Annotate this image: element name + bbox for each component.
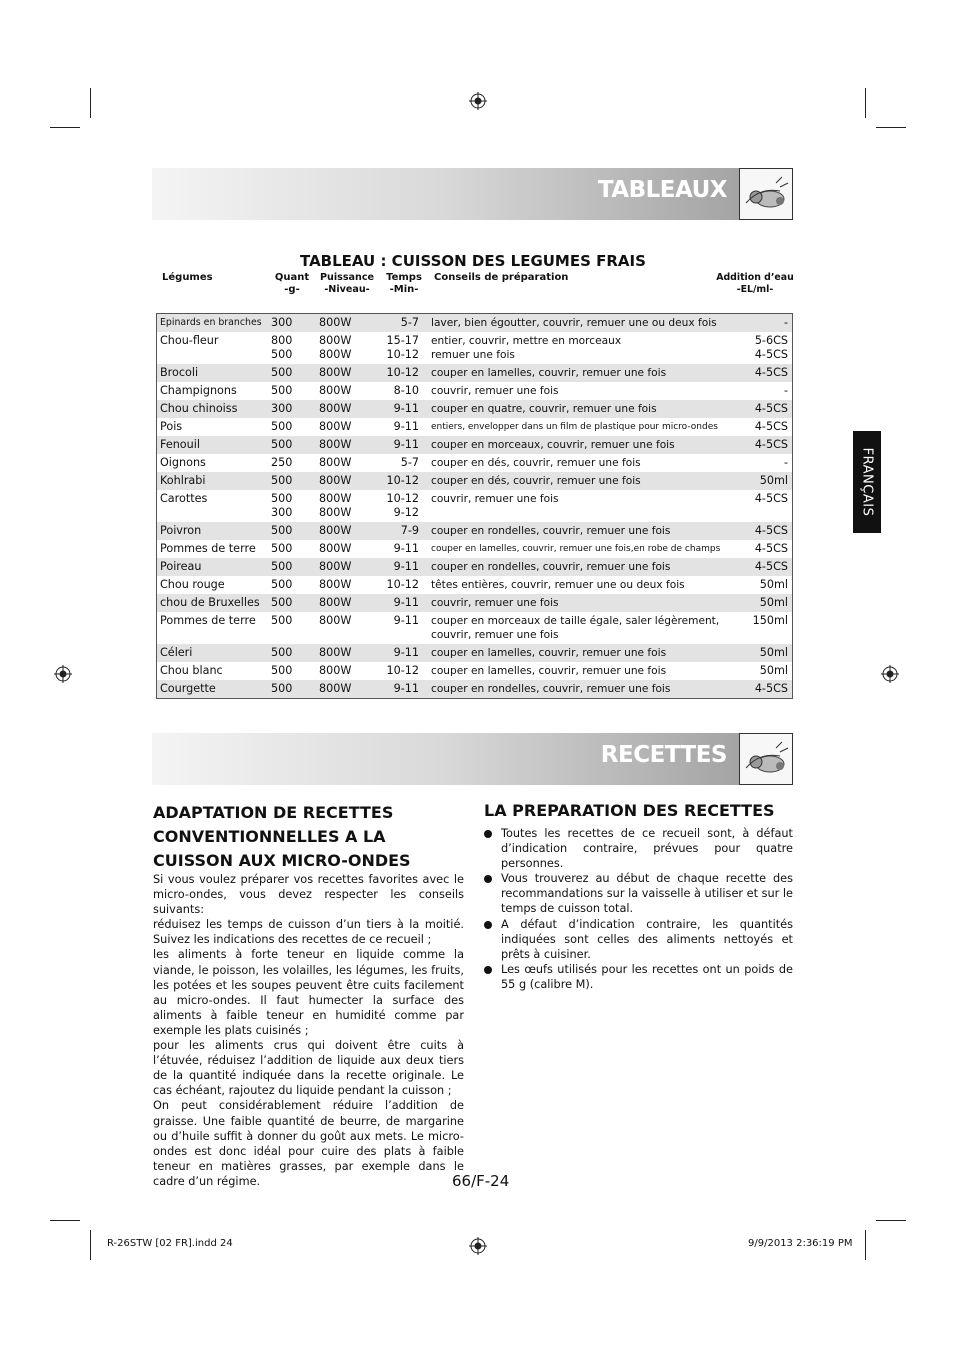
header-conseils: Conseils de préparation: [434, 272, 569, 283]
cell-addition: 50ml: [759, 664, 788, 677]
cell-addition: 4-5CS: [735, 436, 793, 454]
cell-temps: 10-12: [386, 664, 419, 677]
cell-conseils: couvrir, remuer une fois: [431, 385, 559, 397]
header-addition-label: Addition d’eau: [716, 272, 794, 283]
cell-legume: Kohlrabi: [157, 472, 268, 490]
cell-addition: 50ml: [735, 594, 793, 612]
banner-title: TABLEAUX: [597, 177, 727, 203]
cell-quantite: 500: [267, 436, 315, 454]
cell-legume: Pommes de terre: [160, 542, 256, 555]
cell-puissance: 800W: [315, 522, 373, 540]
paragraph: pour les aliments crus qui doivent être cuits à l’étuvée, réduisez l’addition de liquide aux deux tiers de la quantité indiquée dans la recette originale. Le cas échéant, rajoutez du liquide pendant la cuisson ;: [153, 1039, 464, 1098]
cell-puissance: 800W: [319, 456, 352, 469]
paragraph: les aliments à forte teneur en liquide comme la viande, le poisson, les volailles, les légumes, les fruits, les potées et les soupes peuvent être cuits facilement au micro-ondes. Il faut humecter la surface des aliments à faible teneur en humidité comme par exemple les plats cuisinés ;: [153, 948, 464, 1037]
cell-legume: Céleri: [157, 644, 268, 662]
list-item: [484, 962, 793, 992]
list-item-text: A défaut d’indication contraire, les quantités indiquées sont celles des aliments nettoyés et prêts à cuisiner.: [501, 917, 793, 961]
cell-addition: 150ml: [752, 614, 788, 627]
paragraph: On peut considérablement réduire l’addition de graisse. Une faible quantité de beurre, de margarine ou d’huile suffit à donner du goût aux mets. Le micro-ondes est donc idéal pour cuire des plats à faible teneur en matières grasses, par exemple dans le cadre d’un régime.: [153, 1099, 464, 1188]
adaptation-heading: ADAPTATION DE RECETTES CONVENTIONNELLES A LA CUISSON AUX MICRO-ONDES: [153, 803, 411, 870]
cell-quantite: 500: [271, 420, 293, 433]
cell-temps: 9-11: [373, 400, 427, 418]
header-puissance: [318, 272, 376, 296]
table-row: [157, 454, 793, 472]
file-slug: R-26STW [02 FR].indd 24: [107, 1238, 233, 1249]
cell-conseils: couper en quatre, couvrir, remuer une fois: [427, 400, 735, 418]
cell-puissance: 800W 800W: [319, 492, 352, 519]
cell-temps: 10-12: [386, 578, 419, 591]
cell-addition: 50ml: [735, 644, 793, 662]
cell-addition: 4-5CS: [735, 364, 793, 382]
cell-quantite: 500 300: [271, 492, 293, 519]
header-temps-label: Temps: [386, 272, 422, 283]
cell-quantite: 500: [267, 364, 315, 382]
recettes-banner: [152, 733, 793, 785]
cell-temps: 9-11: [373, 558, 427, 576]
cell-quantite: 300: [267, 314, 315, 333]
cell-quantite: 500: [271, 664, 293, 677]
header-quant-unit: -g-: [284, 284, 300, 295]
header-puissance-label: Puissance: [319, 272, 375, 283]
cell-puissance: 800W: [315, 472, 373, 490]
cell-conseils: couper en dés, couvrir, remuer une fois: [427, 472, 735, 490]
table-row: [157, 400, 793, 418]
header-legumes: Légumes: [162, 272, 213, 283]
cell-addition: 50ml: [759, 578, 788, 591]
cell-legume: Brocoli: [157, 364, 268, 382]
cell-conseils: couvrir, remuer une fois: [427, 594, 735, 612]
cell-puissance: 800W: [315, 680, 373, 699]
cell-addition: -: [783, 384, 788, 397]
cell-quantite: 500: [267, 522, 315, 540]
language-tab: [853, 431, 881, 533]
cell-legume: Carottes: [160, 492, 208, 505]
cell-temps: 8-10: [393, 384, 419, 397]
cell-conseils: couper en dés, couvrir, remuer une fois: [431, 457, 641, 469]
bullet-icon: [484, 921, 492, 929]
table-row: [157, 314, 793, 333]
adaptation-text: [153, 872, 464, 1189]
cell-quantite: 300: [267, 400, 315, 418]
registration-mark-icon: [881, 665, 899, 683]
cell-conseils: couper en rondelles, couvrir, remuer une fois: [427, 522, 735, 540]
cell-puissance: 800W: [319, 614, 352, 627]
cell-quantite: 500: [267, 472, 315, 490]
cell-legume: Epinards en branches: [157, 314, 268, 333]
cell-legume: Courgette: [157, 680, 268, 699]
list-item-text: Les œufs utilisés pour les recettes ont un poids de 55 g (calibre M).: [501, 962, 793, 991]
paragraph: réduisez les temps de cuisson d’un tiers à la moitié. Suivez les indications des recettes de ce recueil ;: [153, 918, 464, 947]
cell-temps: 9-11: [393, 542, 419, 555]
cell-conseils: têtes entières, couvrir, remuer une ou deux fois: [431, 579, 685, 591]
list-item: [484, 917, 793, 962]
table-row: [157, 612, 793, 644]
date-slug: 9/9/2013 2:36:19 PM: [748, 1238, 853, 1249]
cell-quantite: 500: [267, 558, 315, 576]
cell-quantite: 250: [271, 456, 293, 469]
cell-puissance: 800W: [319, 664, 352, 677]
crop-mark: [865, 1230, 866, 1260]
cell-quantite: 500: [271, 542, 293, 555]
cell-quantite: 500: [267, 594, 315, 612]
cell-legume: Pois: [160, 420, 183, 433]
cell-legume: Champignons: [160, 384, 237, 397]
table-row: [157, 436, 793, 454]
header-temps: [381, 272, 427, 296]
cell-temps: 9-11: [373, 436, 427, 454]
cell-temps: 10-12: [373, 364, 427, 382]
list-item-text: Toutes les recettes de ce recueil sont, à défaut d’indication contraire, prévues pour quatre personnes.: [501, 827, 793, 871]
cell-temps: 5-7: [400, 456, 419, 469]
cell-addition: 5-6CS 4-5CS: [754, 334, 788, 361]
cell-addition: 4-5CS: [754, 542, 788, 555]
table-row: [157, 418, 793, 436]
cell-legume: chou de Bruxelles: [157, 594, 268, 612]
crop-mark: [876, 1220, 906, 1221]
cell-puissance: 800W 800W: [319, 334, 352, 361]
crop-mark: [865, 88, 866, 118]
cell-conseils: couper en rondelles, couvrir, remuer une fois: [427, 558, 735, 576]
banner-title: RECETTES: [600, 742, 727, 768]
cell-temps: 15-17 10-12: [386, 334, 419, 361]
cell-conseils: entier, couvrir, mettre en morceaux remuer une fois: [431, 335, 622, 361]
cell-legume: Fenouil: [157, 436, 268, 454]
crop-mark: [90, 88, 91, 118]
cell-legume: Chou blanc: [160, 664, 223, 677]
bullet-icon: [484, 830, 492, 838]
vegetables-table: [156, 313, 793, 699]
cell-temps: 9-11: [393, 420, 419, 433]
cell-quantite: 800 500: [271, 334, 293, 361]
cell-puissance: 800W: [315, 594, 373, 612]
bullet-icon: [484, 966, 492, 974]
cell-addition: 4-5CS: [735, 400, 793, 418]
cell-conseils: couper en lamelles, couvrir, remuer une fois: [427, 644, 735, 662]
cell-temps: 5-7: [373, 314, 427, 333]
cell-legume: Oignons: [160, 456, 206, 469]
cell-addition: -: [735, 314, 793, 333]
cell-legume: Chou chinoiss: [157, 400, 268, 418]
cell-quantite: 500: [267, 680, 315, 699]
cell-conseils: couper en lamelles, couvrir, remuer une fois,en robe de champs: [431, 544, 721, 554]
table-row: [157, 472, 793, 490]
cell-legume: Poireau: [157, 558, 268, 576]
cell-addition: 4-5CS: [735, 558, 793, 576]
table-row: [157, 522, 793, 540]
cell-conseils: couvrir, remuer une fois: [431, 493, 559, 505]
page-number: 66/F-24: [452, 1172, 510, 1190]
registration-mark-icon: [469, 92, 487, 110]
cell-addition: -: [783, 456, 788, 469]
table-row: [157, 364, 793, 382]
cell-puissance: 800W: [315, 436, 373, 454]
list-item-text: Vous trouverez au début de chaque recette des recommandations sur la vaisselle à utiliser et sur le temps de cuisson total.: [501, 872, 793, 916]
table-row: [157, 662, 793, 680]
cell-quantite: 500: [271, 384, 293, 397]
cell-puissance: 800W: [315, 314, 373, 333]
table-row: [157, 332, 793, 364]
header-puissance-unit: -Niveau-: [324, 284, 370, 295]
cell-puissance: 800W: [315, 400, 373, 418]
header-quant: [270, 272, 314, 296]
cell-temps: 9-11: [373, 594, 427, 612]
list-item: [484, 871, 793, 916]
cell-conseils: entiers, envelopper dans un film de plastique pour micro-ondes: [431, 422, 718, 432]
cell-puissance: 800W: [319, 384, 352, 397]
registration-mark-icon: [469, 1237, 487, 1255]
cell-addition: 50ml: [735, 472, 793, 490]
vegetables-illustration-icon: [739, 733, 793, 785]
cell-legume: Pommes de terre: [160, 614, 256, 627]
paragraph: Si vous voulez préparer vos recettes favorites avec le micro-ondes, vous devez respecter les conseils suivants:: [153, 873, 464, 917]
crop-mark: [90, 1230, 91, 1260]
bullet-icon: [484, 875, 492, 883]
cell-addition: 4-5CS: [754, 492, 788, 505]
table-row: [157, 680, 793, 699]
preparation-heading: LA PREPARATION DES RECETTES: [484, 801, 775, 820]
cell-puissance: 800W: [319, 542, 352, 555]
cell-conseils: couper en morceaux de taille égale, saler légèrement, couvrir, remuer une fois: [431, 615, 720, 641]
table-row: [157, 540, 793, 558]
table-row: [157, 644, 793, 662]
cell-conseils: couper en lamelles, couvrir, remuer une fois: [431, 665, 667, 677]
cell-temps: 9-11: [393, 614, 419, 627]
crop-mark: [876, 127, 906, 128]
vegetables-illustration-icon: [739, 168, 793, 220]
table-row: [157, 576, 793, 594]
cell-temps: 9-11: [373, 644, 427, 662]
cell-puissance: 800W: [319, 420, 352, 433]
crop-mark: [50, 1220, 80, 1221]
cell-puissance: 800W: [315, 558, 373, 576]
registration-mark-icon: [54, 665, 72, 683]
cell-temps: 7-9: [373, 522, 427, 540]
cell-legume: Poivron: [157, 522, 268, 540]
cell-conseils: couper en morceaux, couvrir, remuer une fois: [427, 436, 735, 454]
list-item: [484, 826, 793, 871]
cell-quantite: 500: [267, 644, 315, 662]
header-addition-unit: -EL/ml-: [736, 284, 774, 295]
cell-temps: 10-12 9-12: [386, 492, 419, 519]
header-temps-unit: -Min-: [389, 284, 419, 295]
header-quant-label: Quant: [274, 272, 310, 283]
language-tab-label: FRANÇAIS: [859, 447, 875, 517]
table-row: [157, 382, 793, 400]
cell-addition: 4-5CS: [735, 680, 793, 699]
cell-temps: 10-12: [373, 472, 427, 490]
cell-puissance: 800W: [315, 364, 373, 382]
cell-addition: 4-5CS: [735, 522, 793, 540]
cell-conseils: couper en rondelles, couvrir, remuer une fois: [427, 680, 735, 699]
table-row: [157, 558, 793, 576]
cell-puissance: 800W: [319, 578, 352, 591]
table-title: TABLEAU : CUISSON DES LEGUMES FRAIS: [300, 252, 646, 270]
cell-temps: 9-11: [373, 680, 427, 699]
cell-quantite: 500: [271, 614, 293, 627]
cell-conseils: laver, bien égoutter, couvrir, remuer une ou deux fois: [427, 314, 735, 333]
cell-puissance: 800W: [315, 644, 373, 662]
cell-legume: Chou rouge: [160, 578, 225, 591]
cell-quantite: 500: [271, 578, 293, 591]
table-row: [157, 594, 793, 612]
cell-conseils: couper en lamelles, couvrir, remuer une fois: [427, 364, 735, 382]
table-row: [157, 490, 793, 522]
crop-mark: [50, 127, 80, 128]
preparation-list: [484, 826, 793, 992]
tableaux-banner: [152, 168, 793, 220]
cell-addition: 4-5CS: [754, 420, 788, 433]
header-addition: [712, 272, 798, 296]
cell-legume: Chou-fleur: [160, 334, 219, 347]
